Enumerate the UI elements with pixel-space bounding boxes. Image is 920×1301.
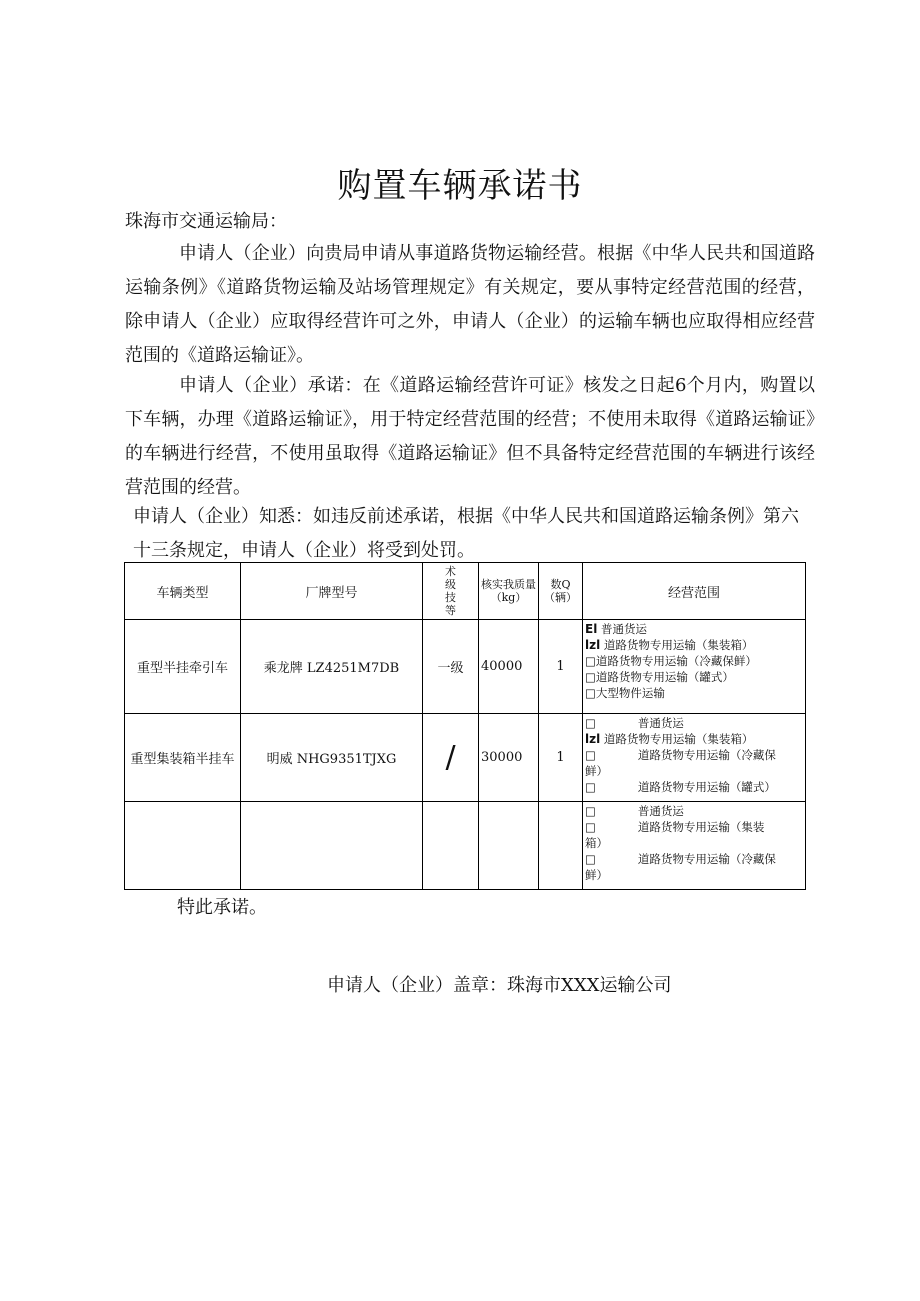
table-row xyxy=(125,802,806,890)
table-row xyxy=(125,620,806,714)
scope-line xyxy=(585,779,803,795)
paragraph-acknowledgement: 申请人（企业）知悉：如违反前述承诺，根据《中华人民共和国道路运输条例》第六十三条规定，申请人（企业）将受到处罚。 xyxy=(133,506,799,561)
scope-label: 道路货物专用运输（冷藏保 xyxy=(637,852,776,866)
scope-label: 普通货运 xyxy=(637,804,684,818)
scope-label-cont: 鲜） xyxy=(585,868,608,882)
scope-label-cont: 鲜） xyxy=(585,764,608,778)
closing-statement: 特此承诺。 xyxy=(177,897,267,918)
scope-label-cont: 箱） xyxy=(585,836,608,850)
scope-label: 道路货物专用运输（冷藏保 xyxy=(637,748,776,762)
scope-line xyxy=(585,747,803,763)
document-title: 购置车辆承诺书 xyxy=(337,166,583,206)
checkbox-mark: □ xyxy=(585,654,596,668)
cell-quantity: 1 xyxy=(539,714,583,802)
scope-label: 道路货物专用运输（冷藏保鲜） xyxy=(595,654,757,668)
cell-vehicle-type: 重型集装箱半挂车 xyxy=(125,714,241,802)
scope-label: 普通货运 xyxy=(637,716,684,730)
header-brand-model: 厂牌型号 xyxy=(241,563,423,620)
scope-line xyxy=(585,731,803,747)
scope-label: 道路货物专用运输（罐式） xyxy=(595,670,734,684)
paragraph-commitment: 申请人（企业）承诺：在《道路运输经营许可证》核发之日起6个月内，购置以下车辆，办理《道路运输证》，用于特定经营范围的经营；不使用未取得《道路运输证》的车辆进行经营，不使用虽取得《道路运输证》但不具备特定经营范围的车辆进行该经营范围的经营。 xyxy=(125,375,815,498)
vehicle-table xyxy=(124,562,806,890)
scope-line xyxy=(585,819,803,835)
cell-verified-mass: 40000 xyxy=(479,620,539,714)
table-header-row xyxy=(125,563,806,620)
checkbox-mark: El xyxy=(585,622,598,636)
scope-label: 道路货物专用运输（罐式） xyxy=(637,780,776,794)
scope-label: 大型物件运输 xyxy=(595,686,665,700)
cell-business-scope xyxy=(583,802,806,890)
scope-label: 道路货物专用运输（集装箱） xyxy=(603,638,754,652)
cell-vehicle-type: 重型半挂牵引车 xyxy=(125,620,241,714)
header-quantity: 数Q（辆） xyxy=(539,563,583,620)
cell-tech-grade: / xyxy=(423,714,479,802)
scope-label: 道路货物专用运输（集装箱） xyxy=(603,732,754,746)
checkbox-mark: □ xyxy=(585,780,596,794)
cell-brand-model: 明威 NHG9351TJXG xyxy=(241,714,423,802)
checkbox-mark: □ xyxy=(585,804,596,818)
header-tech-grade xyxy=(423,563,479,620)
scope-line xyxy=(585,763,803,779)
cell-verified-mass xyxy=(479,802,539,890)
checkbox-mark: □ xyxy=(585,748,596,762)
checkbox-mark: □ xyxy=(585,716,596,730)
scope-line xyxy=(585,685,803,701)
scope-line xyxy=(585,637,803,653)
table-row xyxy=(125,714,806,802)
paragraph-application: 申请人（企业）向贵局申请从事道路货物运输经营。根据《中华人民共和国道路运输条例》《道路货物运输及站场管理规定》有关规定，要从事特定经营范围的经营，除申请人（企业）应取得经营许可之外，申请人（企业）的运输车辆也应取得相应经营范围的《道路运输证》。 xyxy=(125,243,815,366)
cell-business-scope xyxy=(583,714,806,802)
signature-line: 申请人（企业）盖章：珠海市XXX运输公司 xyxy=(327,975,672,996)
cell-business-scope xyxy=(583,620,806,714)
scope-line xyxy=(585,653,803,669)
cell-quantity: 1 xyxy=(539,620,583,714)
checkbox-mark: lzl xyxy=(585,732,601,746)
scope-line xyxy=(585,621,803,637)
header-business-scope: 经营范围 xyxy=(583,563,806,620)
scope-line xyxy=(585,867,803,883)
cell-tech-grade xyxy=(423,802,479,890)
header-verified-mass: 核实我质量（kg） xyxy=(479,563,539,620)
cell-vehicle-type xyxy=(125,802,241,890)
scope-line xyxy=(585,803,803,819)
scope-line xyxy=(585,851,803,867)
checkbox-mark: □ xyxy=(585,670,596,684)
cell-brand-model: 乘龙牌 LZ4251M7DB xyxy=(241,620,423,714)
scope-label: 道路货物专用运输（集装 xyxy=(637,820,765,834)
scope-label: 普通货运 xyxy=(600,622,647,636)
scope-line xyxy=(585,715,803,731)
checkbox-mark: □ xyxy=(585,686,596,700)
cell-quantity xyxy=(539,802,583,890)
cell-tech-grade: 一级 xyxy=(423,620,479,714)
checkbox-mark: □ xyxy=(585,820,596,834)
cell-verified-mass: 30000 xyxy=(479,714,539,802)
header-vehicle-type: 车辆类型 xyxy=(125,563,241,620)
scope-line xyxy=(585,669,803,685)
checkbox-mark: □ xyxy=(585,852,596,866)
checkbox-mark: lzl xyxy=(585,638,601,652)
header-tech-grade-text: 术级技等 xyxy=(445,565,456,617)
cell-brand-model xyxy=(241,802,423,890)
addressee: 珠海市交通运输局： xyxy=(125,211,287,232)
scope-line xyxy=(585,835,803,851)
